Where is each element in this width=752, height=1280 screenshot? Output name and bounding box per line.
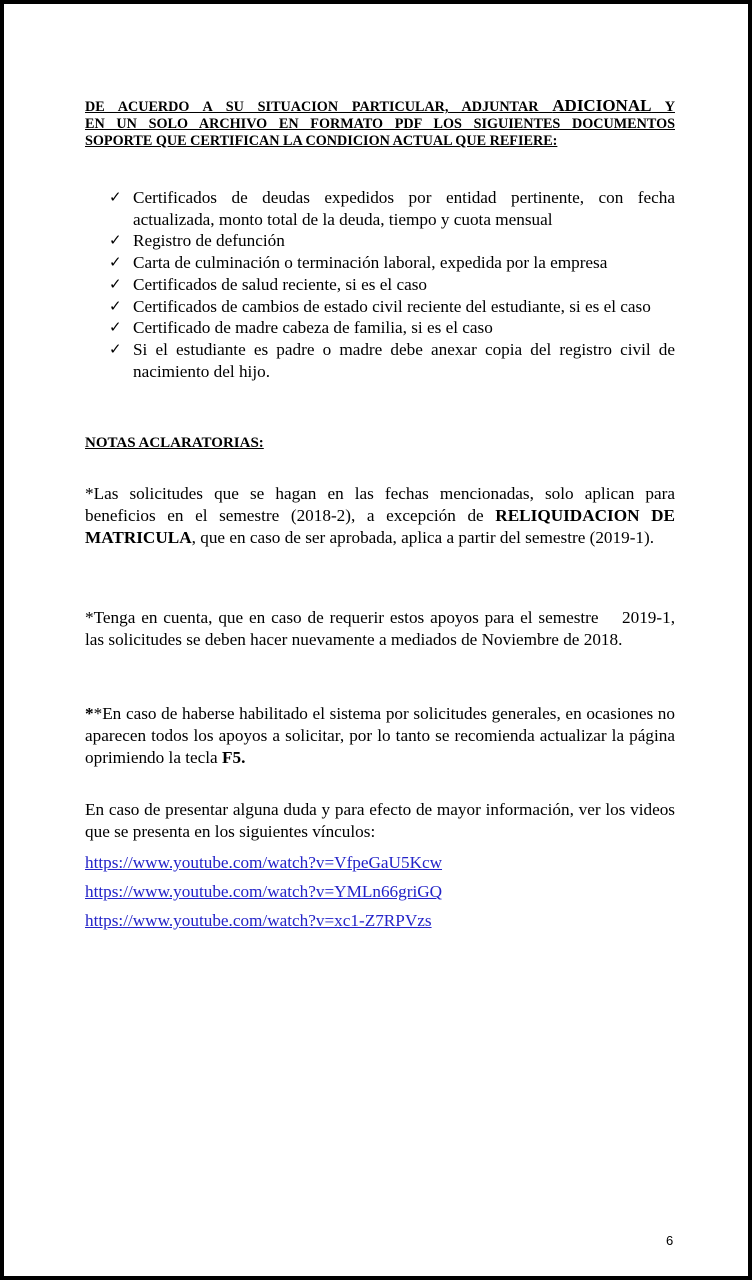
note-semester xyxy=(85,483,675,549)
heading-line-1-end: Y xyxy=(651,99,675,115)
note-semester-text: *Las solicitudes que se hagan en las fechas mencionadas, solo aplican para beneficios en el semestre (2018-2), a excepción de xyxy=(85,484,675,526)
checklist-item-text: Registro de defunción xyxy=(133,231,285,251)
checkmark-icon: ✓ xyxy=(109,231,122,250)
checkmark-icon: ✓ xyxy=(109,339,122,358)
document-checklist xyxy=(85,187,675,382)
page-content xyxy=(85,96,684,935)
note-f5-key: F5. xyxy=(221,748,246,768)
checkmark-icon: ✓ xyxy=(109,274,122,293)
video-link-1[interactable]: https://www.youtube.com/watch?v=VfpeGaU5Kcw xyxy=(85,853,443,873)
note-refresh: **En caso de haberse habilitado el sistema por solicitudes generales, en ocasiones no aparecen todos los apoyos a solicitar, por lo tanto se recomienda actualizar la página oprimiendo la tecla F5. xyxy=(85,704,675,768)
video-links xyxy=(85,848,675,935)
requirements-heading xyxy=(85,97,675,150)
note-semester-end: , que en caso de ser aprobada, aplica a partir del semestre (2019-1). xyxy=(191,528,655,548)
checklist-item-text: Carta de culminación o terminación laboral, expedida por la empresa xyxy=(133,253,608,273)
note-next-semester: *Tenga en cuenta, que en caso de requerir estos apoyos para el semestre 2019-1, las solicitudes se deben hacer nuevamente a mediados de Noviembre de 2018. xyxy=(85,608,684,650)
heading-line-1 xyxy=(85,97,675,116)
video-link-2[interactable]: https://www.youtube.com/watch?v=YMLn66griGQ xyxy=(85,882,443,902)
notes-title: NOTAS ACLARATORIAS: xyxy=(85,435,264,452)
checkmark-icon: ✓ xyxy=(109,296,122,315)
checkmark-icon: ✓ xyxy=(109,188,122,206)
checklist-item-text: Certificados de deudas expedidos por entidad pertinente, con fecha actualizada, monto total de la deuda, tiempo y cuota mensual xyxy=(133,188,675,229)
checklist-item-text: Certificado de madre cabeza de familia, si es el caso xyxy=(133,318,493,338)
checklist-item xyxy=(109,252,675,274)
checklist-item xyxy=(109,296,675,318)
checklist-item-text: Certificados de salud reciente, si es el caso xyxy=(133,274,427,294)
heading-line-3: SOPORTE QUE CERTIFICAN LA CONDICION ACTUAL QUE REFIERE: xyxy=(85,133,558,149)
checklist-item xyxy=(109,274,675,296)
page-number: 6 xyxy=(666,1233,674,1248)
checklist-item xyxy=(109,187,675,230)
note-reliquidacion: RELIQUIDACION DE MATRICULA xyxy=(85,506,675,548)
video-link-3[interactable]: https://www.youtube.com/watch?v=xc1-Z7RPVzs xyxy=(85,911,432,931)
heading-line-2: EN UN SOLO ARCHIVO EN FORMATO PDF LOS SIGUIENTES DOCUMENTOS xyxy=(85,116,675,132)
heading-adicional: ADICIONAL xyxy=(552,96,652,115)
checklist-item-text: Si el estudiante es padre o madre debe anexar copia del registro civil de nacimiento del hijo. xyxy=(133,339,675,381)
checklist-item xyxy=(109,339,675,382)
checklist-item xyxy=(109,317,675,339)
checklist-item-text: Certificados de cambios de estado civil reciente del estudiante, si es el caso xyxy=(133,296,651,316)
note-refresh-text: *En caso de haberse habilitado el sistema por solicitudes generales, en ocasiones no aparecen todos los apoyos a solicitar, por lo tanto se recomienda actualizar la página oprimiendo la tecla xyxy=(85,704,675,768)
heading-line-1-text: DE ACUERDO A SU SITUACION PARTICULAR, ADJUNTAR xyxy=(85,99,553,115)
checkmark-icon: ✓ xyxy=(109,318,122,337)
checklist-item xyxy=(109,230,675,252)
checkmark-icon: ✓ xyxy=(109,253,122,272)
note-videos: En caso de presentar alguna duda y para efecto de mayor información, ver los videos que se presenta en los siguientes vínculos: xyxy=(85,800,675,842)
